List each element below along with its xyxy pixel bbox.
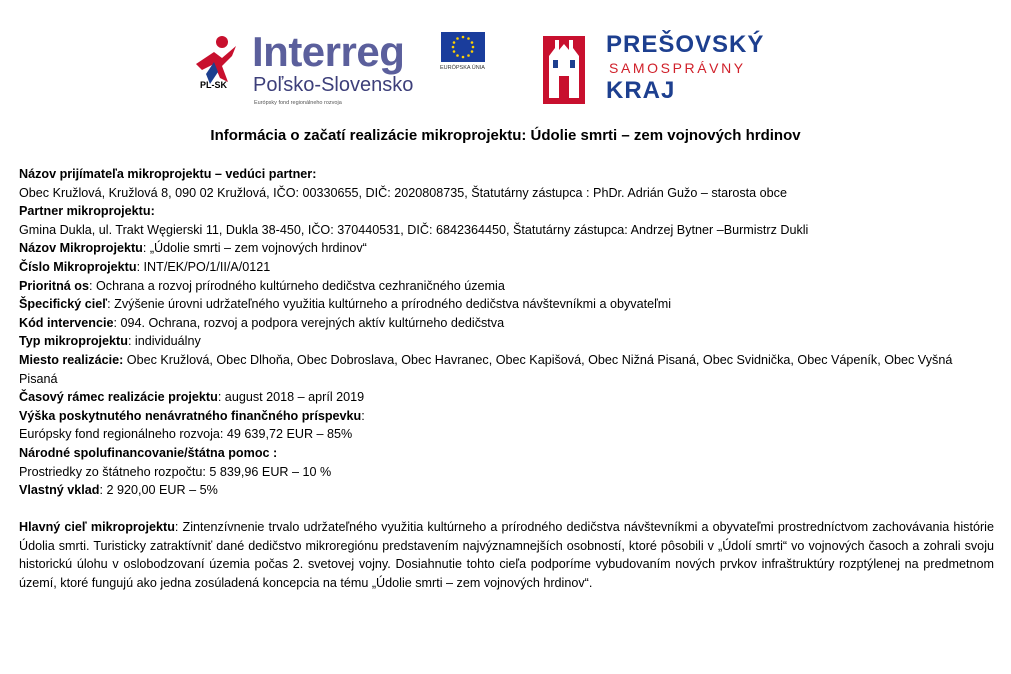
vyska-colon: : xyxy=(361,408,365,423)
psk-logo-line3: KRAJ xyxy=(606,77,676,104)
typ-row xyxy=(19,332,994,351)
casovy-value: : august 2018 – apríl 2019 xyxy=(217,390,365,405)
eu-label: EURÓPSKA ÚNIA xyxy=(440,65,485,71)
vyska-row xyxy=(19,407,994,426)
document-title: Informácia o začatí realizácie mikroprojektu: Údolie smrti – zem vojnových hrdinov xyxy=(210,127,801,144)
interreg-logo-subtitle: Poľsko-Slovensko xyxy=(253,74,414,96)
prijimatel-value: Obec Kružlová, Kružlová 8, 090 02 Kružlová, IČO: 00330655, DIČ: 2020808735, Štatutárny zástupca : PhDr. Adrián Gužo – starosta obce xyxy=(19,185,787,200)
efrr-value: Európsky fond regionálneho rozvoja: 49 639,72 EUR – 85% xyxy=(19,427,353,442)
cislo-value: : INT/EK/PO/1/II/A/0121 xyxy=(136,259,271,274)
nazov-row xyxy=(19,239,994,258)
interreg-logo-title: Interreg xyxy=(252,28,405,75)
psk-logo-line1: PREŠOVSKÝ xyxy=(606,31,765,58)
goal-label: Hlavný cieľ mikroprojektu xyxy=(19,520,175,534)
kod-label: Kód intervencie xyxy=(19,315,114,330)
casovy-label: Časový rámec realizácie projektu xyxy=(19,390,218,405)
typ-label: Typ mikroprojektu xyxy=(19,334,128,349)
vyska-label: Výška poskytnutého nenávratného finančného príspevku xyxy=(19,408,362,423)
miesto-label: Miesto realizácie: xyxy=(19,352,124,367)
narodne-label: Národné spolufinancovanie/štátna pomoc : xyxy=(19,445,278,460)
goal-text: : Zintenzívnenie trvalo udržateľného využitia kultúrneho a prírodného dedičstva návštevníkmi a obyvateľmi prostredníctvom zachovávania histórie Údolia smrti. Turisticky zatraktívniť dané dedičstvo mikroregiónu predstavením najvýznamnejších osobností, ktoré pôsobili v „Údolí smrti“ vo vojnových časoch a zohrali svoju historickú úlohu v oslobodzovaní územia počas 2. svetovej vojny. Dosiahnutie tohto cieľa podporíme vybudovaním nových prvkov infraštruktúry rozptýlenej na predmetnom území, ktoré fungujú ako jedna zosúladená koncepcia na tému „Údolie smrti – zem vojnových hrdinov“. xyxy=(19,520,994,590)
vklad-row xyxy=(19,481,994,500)
vklad-value: : 2 920,00 EUR – 5% xyxy=(99,483,218,498)
partner-value: Gmina Dukla, ul. Trakt Węgierski 11, Dukla 38-450, IČO: 370440531, DIČ: 6842364450, Štatutárny zástupca: Andrzej Bytner –Burmistrz Dukli xyxy=(19,222,809,237)
cislo-label: Číslo Mikroprojektu xyxy=(19,259,137,274)
interreg-logo-fund: Európsky fond regionálneho rozvoja xyxy=(254,100,342,106)
specificky-row xyxy=(19,295,994,314)
psk-logo-line2: SAMOSPRÁVNY xyxy=(609,60,746,76)
prioritna-value: : Ochrana a rozvoj prírodného kultúrneho dedičstva cezhraničného územia xyxy=(88,278,505,293)
narodne-value: Prostriedky zo štátneho rozpočtu: 5 839,96 EUR – 10 % xyxy=(19,464,332,479)
eu-flag-icon xyxy=(441,32,485,62)
cislo-row xyxy=(19,258,994,277)
miesto-row xyxy=(19,351,994,388)
pl-sk-label: PL-SK xyxy=(200,80,227,90)
kod-row xyxy=(19,314,994,333)
specificky-label: Špecifický cieľ xyxy=(19,297,108,312)
project-info xyxy=(19,165,994,500)
partner-label: Partner mikroprojektu: xyxy=(19,204,155,219)
miesto-value: Obec Kružlová, Obec Dlhoňa, Obec Dobroslava, Obec Havranec, Obec Kapišová, Obec Nižná Pisaná, Obec Svidnička, Obec Vápeník, Obec Vyšná Pisaná xyxy=(19,352,953,386)
vklad-label: Vlastný vklad xyxy=(19,483,100,498)
casovy-row xyxy=(19,388,994,407)
specificky-value: : Zvýšenie úrovni udržateľného využitia kultúrneho a prírodného dedičstva návštevníkmi a obyvateľmi xyxy=(107,297,672,312)
prioritna-label: Prioritná os xyxy=(19,278,89,293)
typ-value: : individuálny xyxy=(127,334,201,349)
kod-value: : 094. Ochrana, rozvoj a podpora verejných aktív kultúrneho dedičstva xyxy=(113,315,505,330)
presov-coat-of-arms-icon xyxy=(543,36,585,104)
nazov-value: : „Údolie smrti – zem vojnových hrdinov“ xyxy=(142,241,367,256)
prioritna-row xyxy=(19,277,994,296)
header-logos xyxy=(0,30,1011,110)
main-goal-paragraph xyxy=(19,518,994,592)
prijimatel-label: Názov prijímateľa mikroprojektu – vedúci partner: xyxy=(19,167,317,181)
nazov-label: Názov Mikroprojektu xyxy=(19,241,143,256)
